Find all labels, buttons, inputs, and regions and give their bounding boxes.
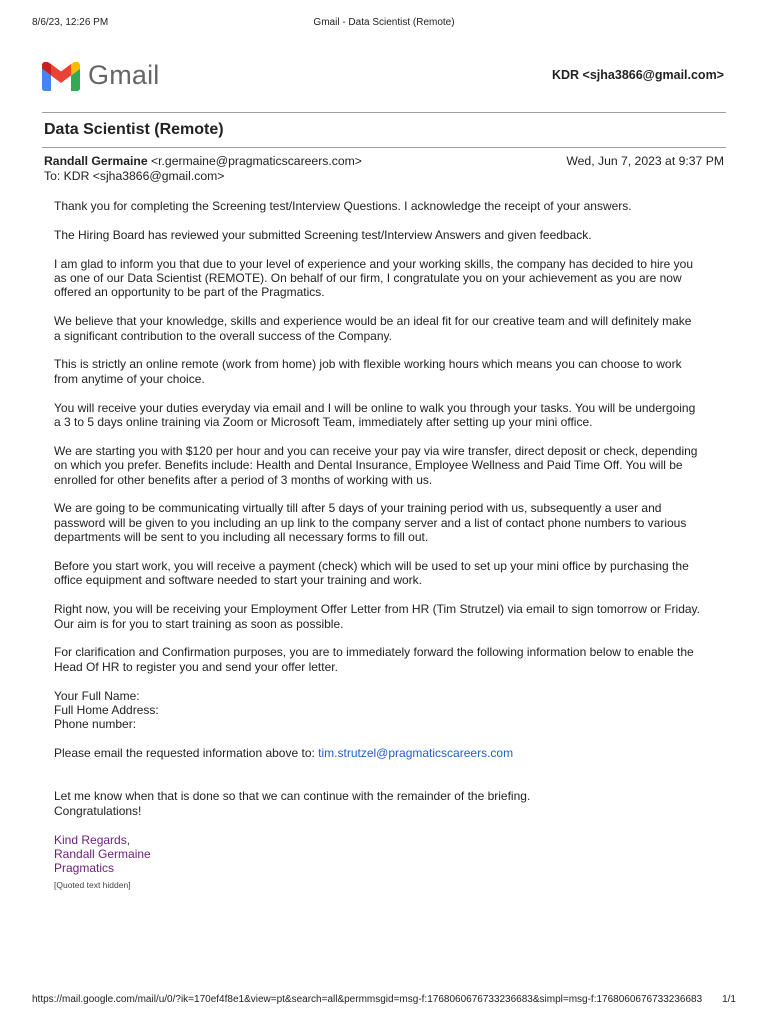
body-paragraphs <box>54 199 726 732</box>
signature-line: Randall Germaine <box>54 847 151 862</box>
body-line: on which you prefer. Benefits include: Health and Dental Insurance, Employee Wellness and Paid Time Off. You will be <box>54 458 683 473</box>
body-line: Phone number: <box>54 717 137 732</box>
sender-email: <r.germaine@pragmaticscareers.com> <box>151 154 362 168</box>
body-line: as one of our Data Scientist (REMOTE). On behalf of our firm, I congratulate you on your achievement as you are now <box>54 271 682 285</box>
body-line: Head Of HR to register you and send your offer letter. <box>54 659 338 674</box>
body-paragraph <box>54 645 726 674</box>
body-line: Before you start work, you will receive a payment (check) which will be used to set up your mini office by purchasing the <box>54 559 689 574</box>
body-line: enrolled for other benefits after a period of 3 months of working with us. <box>54 472 433 487</box>
body-line: For clarification and Confirmation purposes, you are to immediately forward the following information below to enable the <box>54 645 694 660</box>
closing-line: Let me know when that is done so that we can continue with the remainder of the briefing. <box>54 789 531 804</box>
blank-line <box>54 775 726 789</box>
body-line: This is strictly an online remote (work from home) job with flexible working hours which means you can choose to work <box>54 357 682 372</box>
sender-line <box>44 154 724 168</box>
gmail-logo-icon <box>42 62 80 91</box>
gmail-brand[interactable] <box>42 56 160 96</box>
body-line: We are starting you with $120 per hour and you can receive your pay via wire transfer, direct deposit or check, depending <box>54 443 698 458</box>
body-line: Full Home Address: <box>54 703 159 718</box>
print-page-number: 1/1 <box>722 994 736 1005</box>
print-header <box>32 17 736 31</box>
body-paragraph <box>54 257 726 300</box>
email-date: Wed, Jun 7, 2023 at 9:37 PM <box>566 154 724 168</box>
body-paragraph <box>54 401 726 430</box>
body-line: The Hiring Board has reviewed your submitted Screening test/Interview Answers and given feedback. <box>54 227 592 242</box>
body-line: We believe that your knowledge, skills and experience would be an ideal fit for our creative team and will definitely make <box>54 314 692 329</box>
body-paragraph <box>54 228 726 242</box>
body-line: password will be given to you including an up link to the company server and a list of contact phone numbers to various <box>54 515 687 530</box>
hr-email-link[interactable]: tim.strutzel@pragmaticscareers.com <box>318 746 514 761</box>
signature-line: Kind Regards, <box>54 832 131 847</box>
sender-name: Randall Germaine <box>44 154 148 168</box>
body-paragraph <box>54 689 726 732</box>
body-line: Your Full Name: <box>54 688 140 703</box>
signature-line: Pragmatics <box>54 861 115 876</box>
body-line: office equipment and software needed to start your training and work. <box>54 573 422 588</box>
body-paragraph <box>54 444 726 487</box>
closing-line: Congratulations! <box>54 803 142 818</box>
body-line: You will receive your duties everyday via email and I will be online to walk you through your tasks. You will be undergoing <box>54 400 696 415</box>
print-timestamp: 8/6/23, 12:26 PM <box>32 17 109 28</box>
body-line: a significant contribution to the overall success of the Company. <box>54 328 392 343</box>
gmail-wordmark: Gmail <box>88 59 160 90</box>
email-subject: Data Scientist (Remote) <box>44 121 224 138</box>
body-line: Our aim is for you to start training as soon as possible. <box>54 616 344 631</box>
header-divider <box>42 112 726 113</box>
body-paragraph <box>54 314 726 343</box>
signature <box>54 833 726 876</box>
request-paragraph <box>54 746 726 760</box>
email-body <box>54 199 726 892</box>
closing-paragraph <box>54 789 726 818</box>
body-line: Right now, you will be receiving your Employment Offer Letter from HR (Tim Strutzel) via email to sign tomorrow or Friday. <box>54 602 700 617</box>
body-paragraph <box>54 559 726 588</box>
body-paragraph <box>54 602 726 631</box>
print-url: https://mail.google.com/mail/u/0/?ik=170ef4f8e1&view=pt&search=all&permmsgid=msg-f:1768060676733236683&simpl=msg-f:1768060676733236683 <box>32 994 703 1005</box>
body-line: departments will be sent to you including all necessary forms to fill out. <box>54 530 429 545</box>
recipient-line: To: KDR <sjha3866@gmail.com> <box>44 169 225 183</box>
body-paragraph <box>54 357 726 386</box>
print-page-title: Gmail - Data Scientist (Remote) <box>313 17 455 28</box>
body-line: Thank you for completing the Screening test/Interview Questions. I acknowledge the receipt of your answers. <box>54 199 632 213</box>
body-line: We are going to be communicating virtually till after 5 days of your training period with us, subsequently a user and <box>54 501 662 516</box>
body-line: a 3 to 5 days online training via Zoom or Microsoft Team, immediately after setting up your mini office. <box>54 415 593 430</box>
body-paragraph <box>54 501 726 544</box>
quoted-text-hidden[interactable]: [Quoted text hidden] <box>54 879 131 890</box>
account-label: KDR <sjha3866@gmail.com> <box>552 68 724 82</box>
request-text: Please email the requested information above to: <box>54 746 319 761</box>
body-line: offered an opportunity to be part of the Pragmatics. <box>54 285 325 300</box>
body-line: from anytime of your choice. <box>54 371 205 386</box>
subject-divider <box>42 147 726 148</box>
body-line: I am glad to inform you that due to your level of experience and your working skills, the company has decided to hire you <box>54 256 694 271</box>
body-paragraph <box>54 199 726 213</box>
